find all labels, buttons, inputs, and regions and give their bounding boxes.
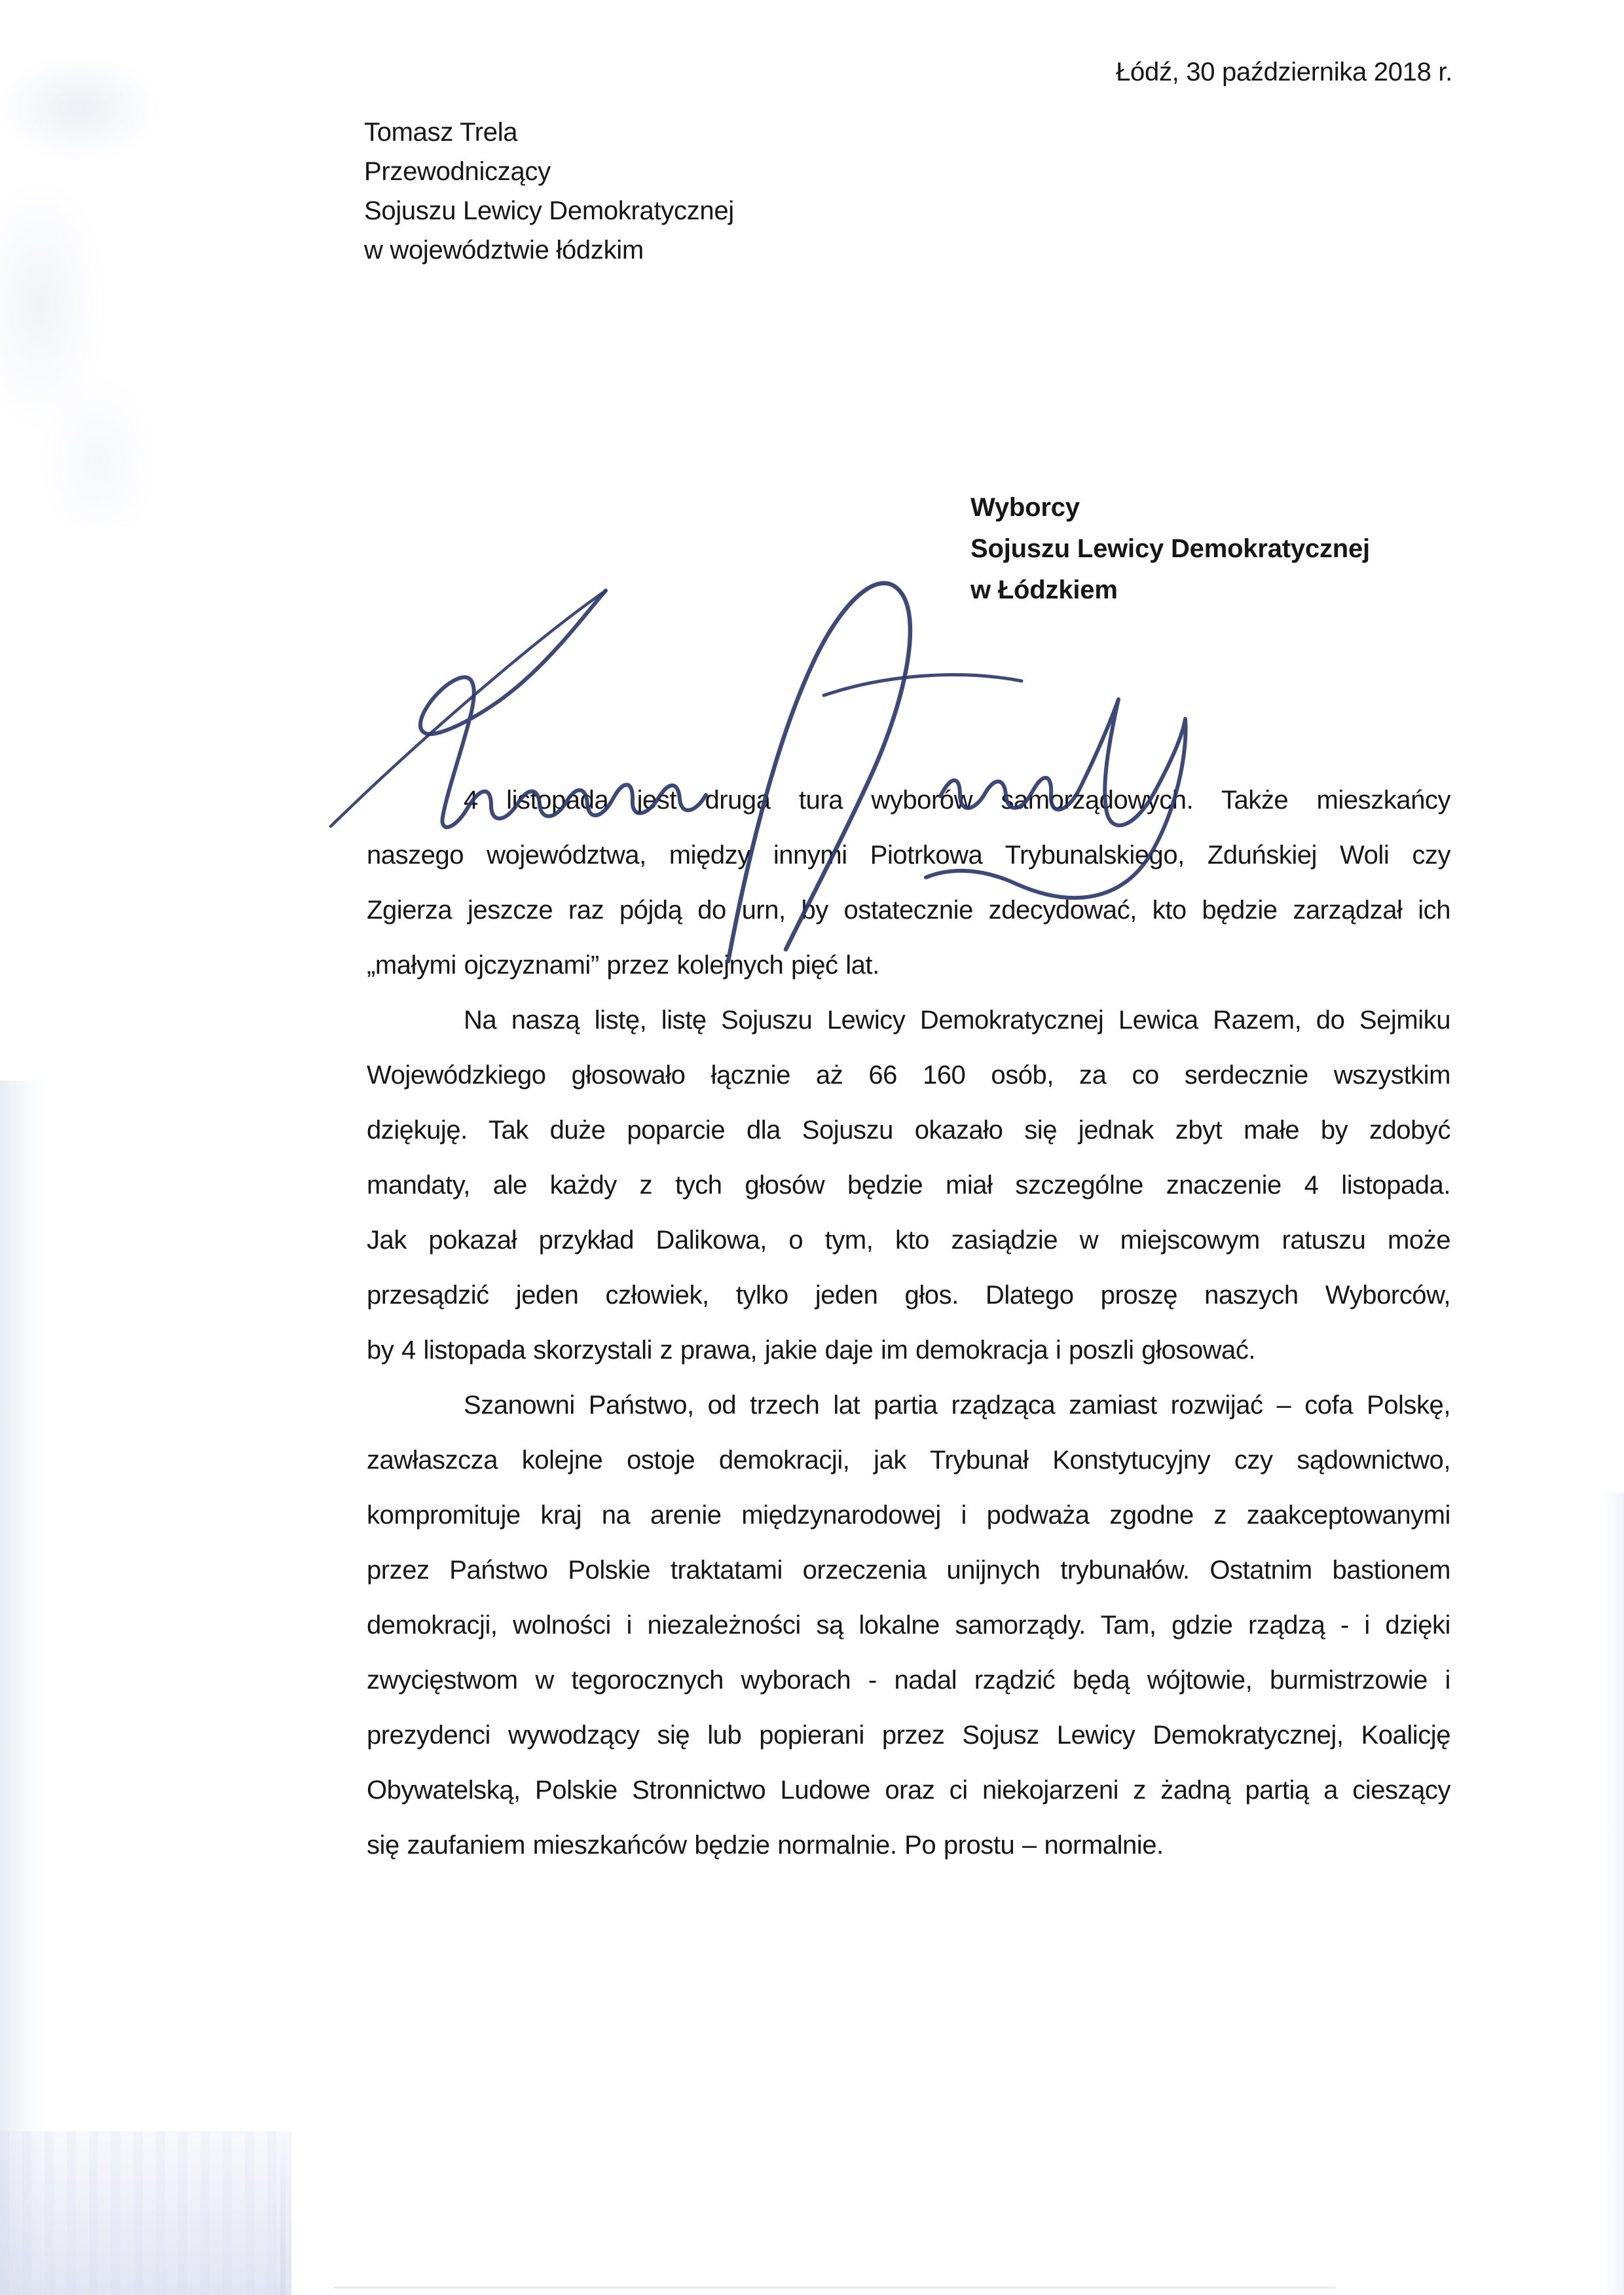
- text-line: „małymi ojczyznami” przez kolejnych pięć lat.: [367, 951, 879, 980]
- text-line: zwycięstwom w tegorocznych wyborach - nadal rządzić będą wójtowie, burmistrzowie i: [367, 1666, 1450, 1695]
- text-line: demokracji, wolności i niezależności są lokalne samorządy. Tam, gdzie rządzą - i dzięki: [367, 1611, 1450, 1640]
- text-line: Wojewódzkiego głosowało łącznie aż 66 160 osób, za co serdecznie wszystkim: [367, 1061, 1450, 1090]
- text-line: prezydenci wywodzący się lub popierani przez Sojusz Lewicy Demokratycznej, Koalicję: [367, 1721, 1450, 1750]
- signature-stroke-first-word: [420, 591, 706, 827]
- text-line: Szanowni Państwo, od trzech lat partia rządząca zamiast rozwijać – cofa Polskę,: [464, 1391, 1450, 1420]
- text-line: Na naszą listę, listę Sojuszu Lewicy Demokratycznej Lewica Razem, do Sejmiku: [464, 1006, 1450, 1035]
- text-line: by 4 listopada skorzystali z prawa, jakie daje im demokracja i poszli głosować.: [367, 1336, 1256, 1365]
- text-line: zawłaszcza kolejne ostoje demokracji, jak Trybunał Konstytucyjny czy sądownictwo,: [367, 1446, 1450, 1475]
- signature-stroke-flourish: [331, 591, 606, 826]
- signature-stroke-crossbar: [824, 675, 1022, 695]
- sender-region: w województwie łódzkim: [364, 236, 644, 265]
- text-line: kompromituje kraj na arenie międzynarodowej i podważa zgodne z zaakceptowanymi: [367, 1501, 1450, 1530]
- sender-block: [364, 113, 734, 270]
- text-line: dziękuję. Tak duże poparcie dla Sojuszu okazało się jednak zbyt małe by zdobyć: [367, 1116, 1450, 1145]
- sender-organization: Sojuszu Lewicy Demokratycznej: [364, 196, 734, 225]
- scan-artifact-vertical-streak: [280, 2128, 286, 2295]
- recipient-line: Sojuszu Lewicy Demokratycznej: [970, 534, 1370, 563]
- text-line: przez Państwo Polskie traktatami orzeczenia unijnych trybunałów. Ostatnim bastionem: [367, 1556, 1450, 1585]
- text-line: Jak pokazał przykład Dalikowa, o tym, kto zasiądzie w miejscowym ratuszu może: [367, 1226, 1450, 1255]
- scan-artifact-top-left: [0, 56, 282, 527]
- text-line: Zgierza jeszcze raz pójdą do urn, by ostatecznie zdecydować, kto będzie zarządzał ich: [367, 896, 1450, 925]
- scan-artifact-left-edge: [0, 1080, 47, 2295]
- sender-name: Tomasz Trela: [364, 118, 518, 147]
- scan-artifact-bottom-line: [334, 2286, 1336, 2288]
- text-line: przesądzić jeden człowiek, tylko jeden głos. Dlatego proszę naszych Wyborców,: [367, 1281, 1450, 1310]
- text-line: 4 listopada jest druga tura wyborów samorządowych. Także mieszkańcy: [464, 786, 1450, 815]
- text-line: Obywatelską, Polskie Stronnictwo Ludowe oraz ci niekojarzeni z żadną partią a cieszący: [367, 1776, 1450, 1805]
- text-line: mandaty, ale każdy z tych głosów będzie miał szczególne znaczenie 4 listopada.: [367, 1171, 1450, 1200]
- text-line: się zaufaniem mieszkańców będzie normalnie. Po prostu – normalnie.: [367, 1831, 1164, 1860]
- signature-stroke-second-word: [926, 699, 1186, 898]
- recipient-line: Wyborcy: [970, 493, 1080, 522]
- scan-artifact-right-edge: [1602, 1493, 1624, 2295]
- signature-stroke-tall-loop: [728, 583, 910, 961]
- recipient-line: w Łódzkiem: [970, 576, 1118, 604]
- sender-title: Przewodniczący: [364, 157, 551, 186]
- text-line: naszego województwa, między innymi Piotrkowa Trybunalskiego, Zduńskiej Woli czy: [367, 841, 1450, 870]
- date-line: Łódź, 30 października 2018 r.: [1116, 58, 1452, 86]
- signature-ink: [288, 557, 1244, 976]
- scan-artifact-bottom-left: [0, 2131, 291, 2295]
